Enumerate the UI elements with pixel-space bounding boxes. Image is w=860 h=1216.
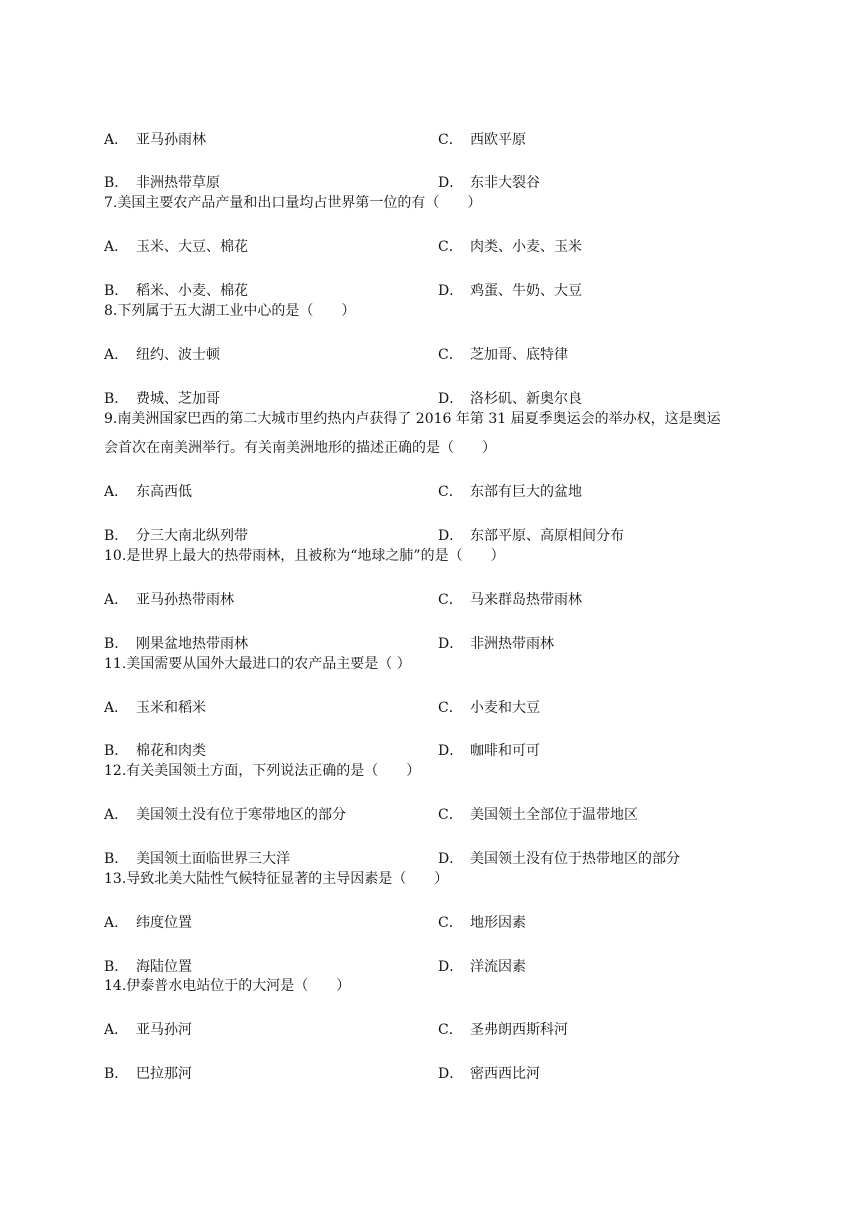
q8-option-c[interactable]: C． 芝加哥、底特律 [438,347,568,363]
q10-option-d[interactable]: D． 非洲热带雨林 [438,636,554,652]
q9-option-b[interactable]: B． 分三大南北纵列带 [104,528,248,544]
q8-option-b[interactable]: B． 费城、芝加哥 [104,391,220,407]
q13-option-b[interactable]: B． 海陆位置 [104,959,192,975]
q10-option-a[interactable]: A． 亚马孙热带雨林 [104,592,234,608]
q11-option-c[interactable]: C． 小麦和大豆 [438,700,540,716]
q13-option-c[interactable]: C． 地形因素 [438,915,526,931]
q8-stem: 8.下列属于五大湖工业中心的是（ ） [104,303,356,319]
q14-stem: 14.伊泰普水电站位于的大河是（ ） [104,978,351,994]
q11-stem: 11.美国需要从国外大最进口的农产品主要是（ ） [104,656,411,672]
q7-stem: 7.美国主要农产品产量和出口量均占世界第一位的有（ ） [104,195,482,211]
q11-option-a[interactable]: A． 玉米和稻米 [104,700,206,716]
q6-option-d[interactable]: D． 东非大裂谷 [438,175,540,191]
q10-option-c[interactable]: C． 马来群岛热带雨林 [438,592,582,608]
q10-stem: 10.是世界上最大的热带雨林，且被称为“地球之肺”的是（ ） [104,548,505,564]
q14-option-c[interactable]: C． 圣弗朗西斯科河 [438,1022,568,1038]
q8-option-a[interactable]: A． 纽约、波士顿 [104,347,220,363]
q12-option-c[interactable]: C． 美国领土全部位于温带地区 [438,807,638,823]
q12-option-a[interactable]: A． 美国领土没有位于寒带地区的部分 [104,807,346,823]
q13-option-d[interactable]: D． 洋流因素 [438,959,526,975]
q12-option-d[interactable]: D． 美国领土没有位于热带地区的部分 [438,851,680,867]
q9-option-a[interactable]: A． 东高西低 [104,484,192,500]
q14-option-b[interactable]: B． 巴拉那河 [104,1066,192,1082]
q14-option-d[interactable]: D． 密西西比河 [438,1066,540,1082]
q12-stem: 12.有关美国领土方面，下列说法正确的是（ ） [104,763,421,779]
q7-option-d[interactable]: D． 鸡蛋、牛奶、大豆 [438,283,582,299]
q9-stem-line2: 会首次在南美洲举行。有关南美洲地形的描述正确的是（ ） [104,440,496,456]
q12-option-b[interactable]: B． 美国领土面临世界三大洋 [104,851,290,867]
q9-option-d[interactable]: D． 东部平原、高原相间分布 [438,528,624,544]
q8-option-d[interactable]: D． 洛杉矶、新奥尔良 [438,391,582,407]
q10-option-b[interactable]: B． 刚果盆地热带雨林 [104,636,248,652]
q6-option-b[interactable]: B． 非洲热带草原 [104,175,220,191]
q7-option-c[interactable]: C． 肉类、小麦、玉米 [438,239,582,255]
q11-option-b[interactable]: B． 棉花和肉类 [104,743,206,759]
q7-option-a[interactable]: A． 玉米、大豆、棉花 [104,239,248,255]
q7-option-b[interactable]: B． 稻米、小麦、棉花 [104,283,248,299]
q6-option-c[interactable]: C． 西欧平原 [438,132,526,148]
q13-stem: 13.导致北美大陆性气候特征显著的主导因素是（ ） [104,871,449,887]
q9-stem-line1: 9.南美洲国家巴西的第二大城市里约热内卢获得了 2016 年第 31 届夏季奥运会的举办权，这是奥运 [104,411,721,427]
q9-option-c[interactable]: C． 东部有巨大的盆地 [438,484,582,500]
q6-option-a[interactable]: A． 亚马孙雨林 [104,132,206,148]
q14-option-a[interactable]: A． 亚马孙河 [104,1022,192,1038]
q13-option-a[interactable]: A． 纬度位置 [104,915,192,931]
q11-option-d[interactable]: D． 咖啡和可可 [438,743,540,759]
